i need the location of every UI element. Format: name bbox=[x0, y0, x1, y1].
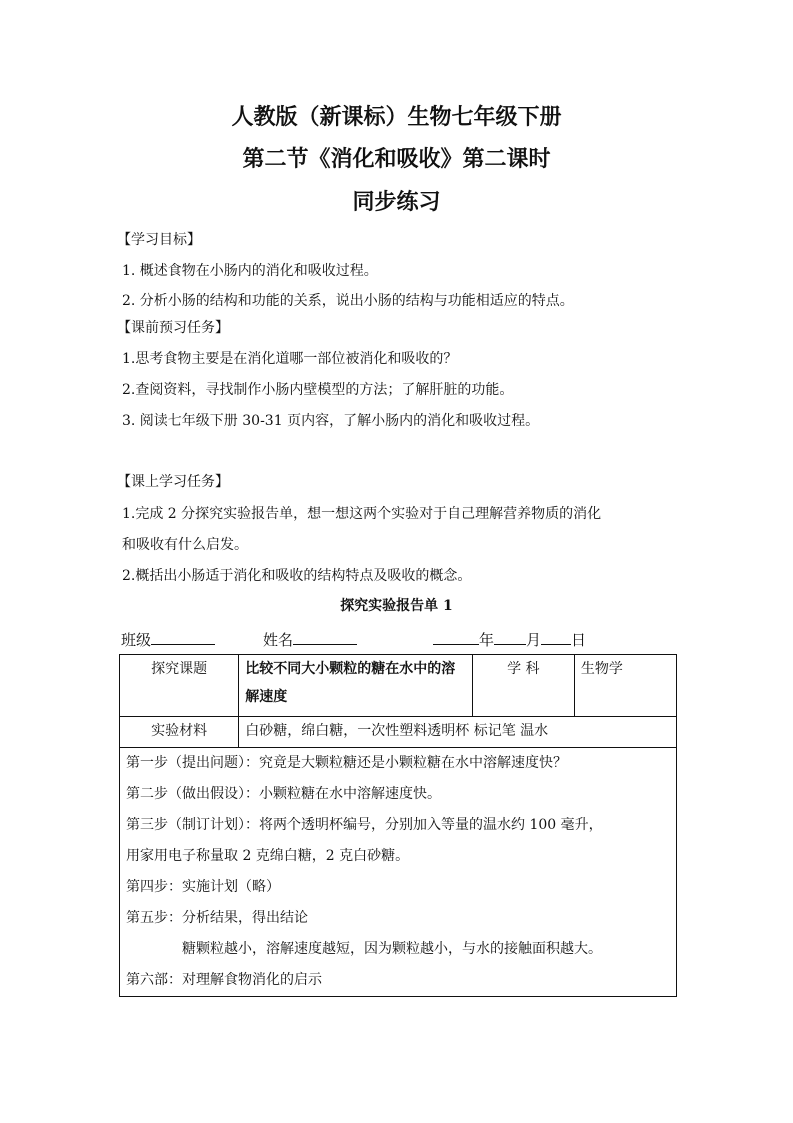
lesson-title: 第二节《消化和吸收》第二课时 bbox=[242, 146, 551, 172]
preview-item-1: 1.思考食物主要是在消化道哪一部位被消化和吸收的？ bbox=[122, 351, 458, 367]
month-blank[interactable] bbox=[494, 628, 526, 645]
step-5: 第五步：分析结果，得出结论 bbox=[126, 910, 308, 926]
year-blank[interactable] bbox=[433, 628, 479, 645]
step-5-conclusion: 糖颗粒越小，溶解速度越短，因为颗粒越小，与水的接触面积越大。 bbox=[182, 941, 602, 957]
topic-value: 比较不同大小颗粒的糖在水中的溶解速度 bbox=[239, 655, 473, 717]
materials-label: 实验材料 bbox=[120, 717, 239, 748]
class-field[interactable] bbox=[121, 628, 215, 650]
topic-label: 探究课题 bbox=[120, 655, 239, 717]
step-6: 第六部：对理解食物消化的启示 bbox=[126, 972, 322, 988]
date-field[interactable] bbox=[433, 628, 586, 650]
preview-item-3: 3. 阅读七年级下册 30-31 页内容，了解小肠内的消化和吸收过程。 bbox=[122, 413, 540, 429]
day-blank[interactable] bbox=[541, 628, 571, 645]
report-title: 探究实验报告单 1 bbox=[340, 598, 453, 614]
class-tasks-heading: 【课上学习任务】 bbox=[117, 474, 229, 490]
day-label: 日 bbox=[571, 631, 587, 649]
steps-cell bbox=[120, 748, 677, 997]
report-table bbox=[119, 654, 677, 997]
goal-item-1: 1. 概述食物在小肠内的消化和吸收过程。 bbox=[122, 263, 378, 279]
step-2: 第二步（做出假设）：小颗粒糖在水中溶解速度快。 bbox=[126, 786, 441, 802]
class-task-1-line-1: 1.完成 2 分探究实验报告单，想一想这两个实验对于自己理解营养物质的消化 bbox=[122, 506, 602, 522]
exercise-title: 同步练习 bbox=[352, 189, 441, 215]
table-row bbox=[120, 655, 677, 717]
class-task-2: 2.概括出小肠适于消化和吸收的结构特点及吸收的概念。 bbox=[122, 568, 472, 584]
step-3-line-2: 用家用电子称量取 2 克绵白糖，2 克白砂糖。 bbox=[126, 848, 410, 864]
step-3-line-1: 第三步（制订计划）：将两个透明杯编号，分别加入等量的温水约 100 毫升， bbox=[126, 817, 603, 833]
subject-label: 学 科 bbox=[472, 655, 574, 717]
subject-value: 生物学 bbox=[574, 655, 676, 717]
class-label: 班级 bbox=[121, 631, 152, 649]
month-label: 月 bbox=[526, 631, 542, 649]
step-4: 第四步：实施计划（略） bbox=[126, 879, 280, 895]
goal-item-2: 2. 分析小肠的结构和功能的关系，说出小肠的结构与功能相适应的特点。 bbox=[122, 293, 574, 309]
table-row bbox=[120, 748, 677, 997]
preview-heading: 【课前预习任务】 bbox=[117, 320, 229, 336]
class-blank[interactable] bbox=[151, 628, 215, 645]
step-1: 第一步（提出问题）：究竟是大颗粒糖还是小颗粒糖在水中溶解速度快？ bbox=[126, 755, 567, 771]
goals-heading: 【学习目标】 bbox=[117, 232, 201, 248]
materials-value: 白砂糖，绵白糖，一次性塑料透明杯 标记笔 温水 bbox=[239, 717, 677, 748]
year-label: 年 bbox=[479, 631, 495, 649]
name-blank[interactable] bbox=[293, 628, 357, 645]
name-field[interactable] bbox=[263, 628, 357, 650]
name-label: 姓名 bbox=[263, 631, 294, 649]
preview-item-2: 2.查阅资料，寻找制作小肠内壁模型的方法；了解肝脏的功能。 bbox=[122, 382, 514, 398]
table-row bbox=[120, 717, 677, 748]
document-title: 人教版（新课标）生物七年级下册 bbox=[231, 104, 562, 130]
class-task-1-line-2: 和吸收有什么启发。 bbox=[122, 537, 248, 553]
